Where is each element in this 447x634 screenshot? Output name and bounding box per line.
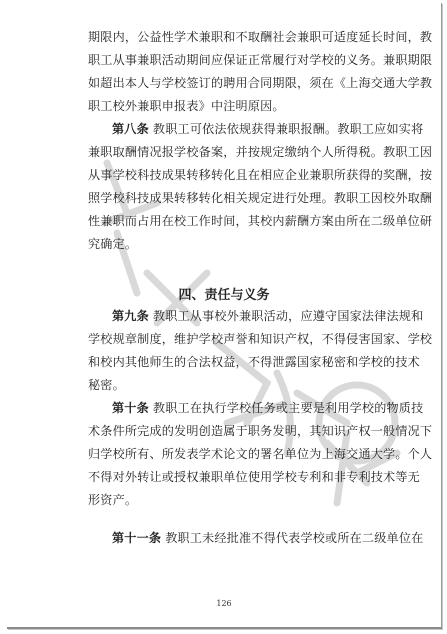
article-label: 第九条 [112, 309, 149, 323]
text-line-1 [88, 30, 433, 44]
body-text: 秘密。 [88, 378, 125, 392]
document-page [7, 3, 442, 629]
article-8-line-1 [88, 122, 424, 136]
body-text: 形资产。 [88, 493, 138, 507]
article-label: 第十条 [112, 401, 149, 415]
text-line-12 [88, 332, 433, 346]
text-line-10 [88, 237, 376, 251]
text-line-16 [88, 424, 433, 438]
section-heading: 四、责任与义务 [178, 288, 270, 303]
text-line-18 [88, 470, 420, 484]
text-line-6 [88, 145, 433, 159]
body-text: 教职工从事校外兼职活动，应遵守国家法律法规和 [148, 309, 424, 323]
body-text: 如超出本人与学校签订的聘用合同期限，须在《上海交通大学教 [88, 76, 433, 90]
body-text: 归学校所有、所发表学术论文的署名单位为上海交通大学。个人 [88, 447, 433, 461]
article-10-line-1 [88, 401, 424, 415]
body-text: 兼职取酬情况报学校备案，并按规定缴纳个人所得税。教职工因 [88, 145, 433, 159]
text-line-9 [88, 214, 433, 228]
body-text: 性兼职而占用在校工作时间，其校内薪酬方案由所在二级单位研 [88, 214, 433, 228]
body-text: 教职工在执行学校任务或主要是利用学校的物质技 [148, 401, 424, 415]
body-text: 期限内，公益性学术兼职和不取酬社会兼职可适度延长时间，教 [88, 30, 433, 44]
body-text: 和校内其他师生的合法权益，不得泄露国家秘密和学校的技术 [88, 355, 420, 369]
body-text: 照学校科技成果转移转化相关规定进行处理。教职工因校外取酬 [88, 191, 433, 205]
text-line-13 [88, 355, 420, 369]
body-text: 学校规章制度，维护学校声誉和知识产权，不得侵害国家、学校 [88, 332, 433, 346]
text-line-19 [88, 493, 376, 507]
page-number: 126 [216, 599, 232, 608]
article-label: 第八条 [112, 122, 149, 136]
text-line-3 [88, 76, 433, 90]
body-text: 职工从事兼职活动期间应保证正常履行对学校的义务。兼职期限 [88, 53, 433, 67]
text-line-7 [88, 168, 433, 182]
article-label: 第十一条 [112, 531, 162, 545]
body-text: 不得对外转让或授权兼职单位使用学校专利和非专利技术等无 [88, 470, 420, 484]
text-line-8 [88, 191, 433, 205]
body-text: 究确定。 [88, 237, 138, 251]
text-line-2 [88, 53, 433, 67]
body-text: 教职工可依法依规获得兼职报酬。教职工应如实将 [148, 122, 424, 136]
text-line-14 [88, 378, 376, 392]
text-line-17 [88, 447, 433, 461]
text-line-4 [88, 99, 376, 113]
body-text: 教职工未经批准不得代表学校或所在二级单位在 [161, 531, 424, 545]
body-text: 从事学校科技成果转移转化且在相应企业兼职所获得的奖酬，按 [88, 168, 433, 182]
body-text: 术条件所完成的发明创造属于职务发明，其知识产权一般情况下 [88, 424, 433, 438]
article-9-line-1 [88, 309, 424, 323]
body-text: 职工校外兼职申报表》中注明原因。 [88, 99, 285, 113]
article-11-line-1 [88, 531, 424, 545]
